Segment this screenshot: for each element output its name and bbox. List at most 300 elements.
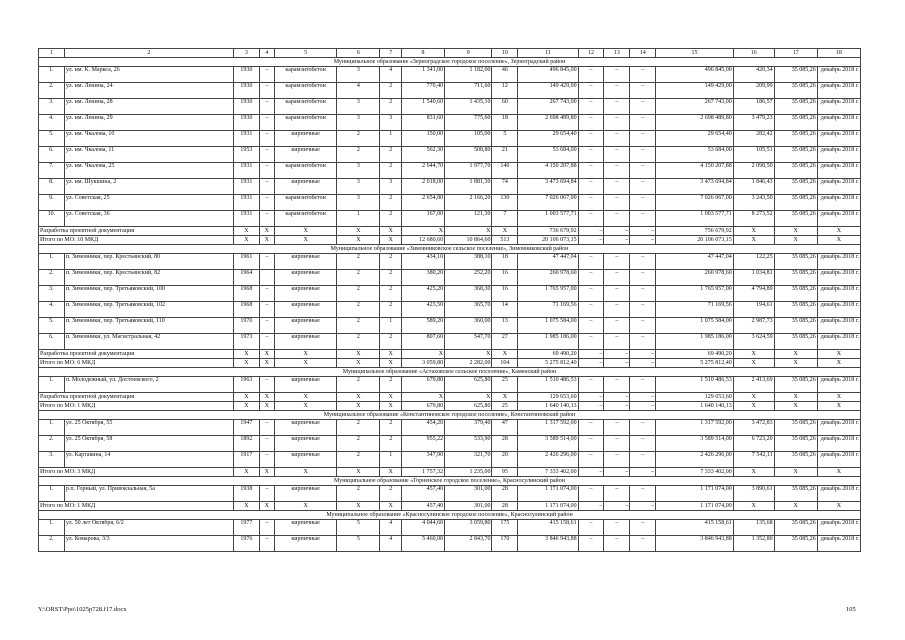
table-cell: п. Зимовники, пер. Крестьянский, 80 [64,254,233,270]
table-cell: 121,30 [445,211,492,227]
table-cell: – [604,195,630,211]
total-cell: X [274,502,336,511]
table-cell: – [630,334,656,350]
table-cell: 420,34 [733,67,774,83]
table-cell: 1 075 584,00 [518,318,578,334]
table-cell: – [259,179,274,195]
table-cell: – [630,286,656,302]
table-cell: 2 426 296,00 [656,452,734,468]
total-cell: X [774,359,817,368]
table-cell: 35 085,26 [774,195,817,211]
table-cell: 347,90 [401,452,444,468]
table-cell: – [578,436,604,452]
total-cell: 69 490,20 [656,350,734,359]
table-cell: кирпичные [274,536,336,552]
table-cell: 7 [492,211,518,227]
table-cell: 415 158,61 [518,520,578,536]
total-cell: X [259,350,274,359]
table-cell: карамзитобетон [274,211,336,227]
table-cell: кирпичные [274,270,336,286]
table-cell: 3 059,80 [445,520,492,536]
table-cell: – [578,83,604,99]
table-cell: 35 085,26 [774,452,817,468]
table-cell: 3 [337,67,380,83]
table-cell: 140 [492,163,518,179]
table-cell: – [604,131,630,147]
table-cell: – [259,254,274,270]
total-row [39,402,861,411]
section-title-row [39,368,861,377]
table-cell: кирпичные [274,131,336,147]
column-number-cell: 6 [337,49,380,58]
total-cell: X [817,502,860,511]
table-cell: 209,99 [733,83,774,99]
table-cell: 135,68 [733,520,774,536]
column-number-cell: 15 [656,49,734,58]
table-row [39,67,861,83]
total-cell: – [604,359,630,368]
table-cell: 1 765 957,00 [656,286,734,302]
table-cell: 1. [39,377,65,393]
table-cell: декабрь 2018 г. [817,211,860,227]
table-row [39,147,861,163]
total-row [39,350,861,359]
table-cell: 3 589 514,00 [656,436,734,452]
table-cell: 2 [337,131,380,147]
table-cell: – [604,179,630,195]
column-number-cell: 16 [733,49,774,58]
table-cell: 589,20 [401,318,444,334]
total-cell: 20 106 073,15 [656,236,734,245]
file-path-footer: Y:\ORST\Ppo\1025p728.f17.docx [38,606,127,613]
total-cell: 1 171 074,00 [518,502,578,511]
total-cell: – [604,468,630,477]
table-cell: декабрь 2018 г. [817,163,860,179]
total-cell: X [259,502,274,511]
table-cell: 3 [380,179,402,195]
table-cell: кирпичные [274,318,336,334]
total-cell: 1 640 140,13 [518,402,578,411]
table-cell: 2 413,69 [733,377,774,393]
total-cell: – [630,236,656,245]
total-cell: X [274,236,336,245]
table-cell: – [259,83,274,99]
table-cell: декабрь 2018 г. [817,67,860,83]
table-cell: 807,60 [401,334,444,350]
total-cell: 679,80 [401,402,444,411]
table-cell: 105,51 [733,147,774,163]
section-title: Муниципальное образование «Астаховское сельское поселение», Каменский район [39,368,861,377]
table-cell: 1 [380,452,402,468]
total-cell: X [445,227,492,236]
table-cell: 35 085,26 [774,115,817,131]
table-cell: кирпичные [274,420,336,436]
total-cell: X [380,227,402,236]
table-cell: 2 [380,302,402,318]
table-cell: 3. [39,99,65,115]
table-row [39,452,861,468]
table-cell: 388,10 [445,254,492,270]
table-cell: 194,61 [733,302,774,318]
table-row [39,536,861,552]
table-cell: – [630,211,656,227]
table-cell: 2 426 296,00 [518,452,578,468]
total-cell: 12 680,60 [401,236,444,245]
table-cell: 1 881,30 [445,179,492,195]
table-cell: 9. [39,195,65,211]
total-cell: X [817,236,860,245]
table-cell: 4 [380,520,402,536]
total-cell: 2 282,00 [445,359,492,368]
table-cell: 1 [337,211,380,227]
table-cell: – [604,147,630,163]
total-row [39,468,861,477]
table-cell: 21 [492,147,518,163]
table-cell: 2 [337,302,380,318]
table-cell: – [578,302,604,318]
table-cell: – [630,318,656,334]
table-cell: 186,57 [733,99,774,115]
total-cell: 28 [492,502,518,511]
total-cell: X [492,227,518,236]
table-cell: – [259,436,274,452]
total-cell: X [274,468,336,477]
table-cell: 1 003 577,71 [518,211,578,227]
table-cell: п. Зимовники, пер. Третьяковский, 100 [64,286,233,302]
table-cell: – [604,302,630,318]
table-cell: 2 [380,436,402,452]
table-cell: 5 [492,131,518,147]
column-number-cell: 11 [518,49,578,58]
table-cell: декабрь 2018 г. [817,486,860,502]
table-cell: 2 [380,99,402,115]
table-cell: 149 429,00 [656,83,734,99]
table-cell: 1973 [233,334,259,350]
table-cell: – [604,254,630,270]
table-cell: 2 [380,83,402,99]
table-cell: 25 [492,377,518,393]
table-cell: – [630,486,656,502]
total-cell: 69 490,20 [518,350,578,359]
table-cell: 2 644,70 [401,163,444,179]
table-cell: 1968 [233,286,259,302]
table-cell: 35 085,26 [774,536,817,552]
table-cell: – [578,536,604,552]
table-cell: – [259,147,274,163]
table-cell: 425,20 [401,286,444,302]
total-cell: X [733,236,774,245]
table-cell: 1930 [233,83,259,99]
table-cell: – [578,99,604,115]
total-cell: 20 106 073,15 [518,236,578,245]
total-cell: X [337,359,380,368]
column-number-row [39,49,861,58]
table-cell: 28 [492,486,518,502]
table-cell: 1977 [233,520,259,536]
table-cell: 415 158,61 [656,520,734,536]
table-cell: карамзитобетон [274,195,336,211]
table-cell: – [604,486,630,502]
total-cell: X [380,393,402,402]
total-cell: X [259,359,274,368]
total-cell: – [578,393,604,402]
table-cell: 955,22 [401,436,444,452]
total-cell: 625,80 [445,402,492,411]
table-row [39,486,861,502]
table-cell: кирпичные [274,334,336,350]
total-cell: – [630,402,656,411]
table-cell: 35 085,26 [774,254,817,270]
table-cell: декабрь 2018 г. [817,179,860,195]
table-cell: 2 [337,377,380,393]
section-title: Муниципальное образование «Зимовниковское сельское поселение», Зимовниковский район [39,245,861,254]
table-cell: 1931 [233,179,259,195]
total-cell: X [401,393,444,402]
table-cell: 454,20 [401,420,444,436]
table-cell: кирпичные [274,179,336,195]
table-cell: 267 743,00 [656,99,734,115]
total-cell: X [401,227,444,236]
table-cell: – [578,377,604,393]
table-cell: 2 [337,254,380,270]
total-cell: 1 640 140,13 [656,402,734,411]
table-cell: 2 [337,286,380,302]
table-cell: 380,20 [401,270,444,286]
table-cell: 5 [337,520,380,536]
table-cell: 167,00 [401,211,444,227]
table-cell: – [604,318,630,334]
table-cell: 150,00 [401,131,444,147]
table-cell: 130 [492,195,518,211]
table-cell: 35 085,26 [774,302,817,318]
total-cell: – [604,227,630,236]
table-cell: 508,80 [445,147,492,163]
column-number-cell: 13 [604,49,630,58]
total-cell: 1 235,00 [445,468,492,477]
table-cell: 3 473 694,84 [518,179,578,195]
table-cell: декабрь 2018 г. [817,318,860,334]
table-cell: 5. [39,318,65,334]
total-cell: 95 [492,468,518,477]
total-cell: X [259,402,274,411]
table-cell: 12 [492,83,518,99]
table-cell: карамзитобетон [274,115,336,131]
total-cell: X [259,393,274,402]
total-cell: X [774,393,817,402]
table-cell: кирпичные [274,377,336,393]
table-cell: 423,50 [401,302,444,318]
table-cell: 8 273,52 [733,211,774,227]
table-cell: декабрь 2018 г. [817,436,860,452]
total-cell: X [817,468,860,477]
table-cell: 149 429,00 [518,83,578,99]
table-cell: 122,25 [733,254,774,270]
table-cell: декабрь 2018 г. [817,115,860,131]
table-cell: 1 510 486,53 [656,377,734,393]
table-cell: – [630,254,656,270]
table-cell: 3 [337,195,380,211]
table-cell: 260 978,60 [518,270,578,286]
table-cell: 434,10 [401,254,444,270]
table-cell: – [578,420,604,436]
table-cell: 46 [492,67,518,83]
table-cell: 3 [337,99,380,115]
table-cell: 3 479,23 [733,115,774,131]
table-cell: 27 [492,334,518,350]
total-row [39,359,861,368]
table-cell: декабрь 2018 г. [817,520,860,536]
table-cell: 35 085,26 [774,377,817,393]
table-cell: 1931 [233,211,259,227]
table-cell: 35 085,26 [774,99,817,115]
table-cell: 2. [39,436,65,452]
table-cell: 1. [39,67,65,83]
table-cell: декабрь 2018 г. [817,131,860,147]
table-cell: – [630,302,656,318]
table-cell: 18 [492,115,518,131]
table-cell: 365,70 [445,302,492,318]
table-cell: 2 [380,195,402,211]
table-cell: декабрь 2018 г. [817,83,860,99]
total-cell: X [817,350,860,359]
table-cell: ул. им. Шукшина, 2 [64,179,233,195]
table-cell: п. Зимовники, пер. Третьяковский, 110 [64,318,233,334]
total-cell: 10 864,60 [445,236,492,245]
column-number-cell: 5 [274,49,336,58]
table-cell: 20 [492,452,518,468]
table-cell: 1 985 186,00 [518,334,578,350]
table-cell: – [604,99,630,115]
table-cell: – [259,286,274,302]
table-cell: 7. [39,163,65,179]
total-cell: – [578,402,604,411]
table-cell: кирпичные [274,302,336,318]
table-cell: 2 698 489,80 [656,115,734,131]
table-cell: п. Зимовники, пер. Третьяковский, 102 [64,302,233,318]
total-cell: – [630,359,656,368]
total-cell: X [274,402,336,411]
table-cell: ул. им. Ленина, 24 [64,83,233,99]
table-cell: 1961 [233,254,259,270]
table-cell: – [604,286,630,302]
total-cell: X [817,227,860,236]
total-cell: 3 059,80 [401,359,444,368]
table-cell: 267 743,00 [518,99,578,115]
table-cell: 2 018,00 [401,179,444,195]
table-cell: 18 [492,254,518,270]
table-cell: – [259,486,274,502]
total-cell: X [233,502,259,511]
table-cell: 4 044,60 [401,520,444,536]
total-cell: 736 679,92 [518,227,578,236]
column-number-cell: 2 [64,49,233,58]
total-cell: X [233,350,259,359]
table-cell: 379,40 [445,420,492,436]
housing-repair-table [38,48,861,552]
table-cell: 28 [492,436,518,452]
total-cell: X [445,393,492,402]
table-cell: – [578,179,604,195]
total-cell: 129 653,60 [656,393,734,402]
table-cell: 3 [337,115,380,131]
total-cell: X [233,393,259,402]
table-cell: – [630,67,656,83]
column-number-cell: 7 [380,49,402,58]
total-label: Итого по МО: 1 МКД [39,502,234,511]
total-cell: 7 333 402,00 [518,468,578,477]
table-cell: – [259,115,274,131]
table-cell: 47 [492,420,518,436]
total-cell: X [274,350,336,359]
table-cell: 2 [380,420,402,436]
table-cell: 1 171 074,00 [656,486,734,502]
table-cell: – [578,486,604,502]
total-cell: X [774,402,817,411]
table-cell: 1976 [233,536,259,552]
table-cell: 1947 [233,420,259,436]
table-cell: 3 846 943,88 [656,536,734,552]
table-row [39,270,861,286]
table-cell: 360,00 [445,318,492,334]
table-cell: 3 589 514,00 [518,436,578,452]
total-cell: 5 275 812,40 [656,359,734,368]
table-cell: 2 [380,254,402,270]
table-cell: – [578,520,604,536]
total-cell: X [774,227,817,236]
table-cell: карамзитобетон [274,163,336,179]
total-cell: X [274,227,336,236]
table-cell: 3 846 943,88 [518,536,578,552]
table-cell: ул. 25 Октября, 58 [64,436,233,452]
table-cell: – [630,270,656,286]
total-label: Итого по МО: 1 МКД [39,402,234,411]
table-cell: кирпичные [274,520,336,536]
table-cell: декабрь 2018 г. [817,377,860,393]
table-cell: 3 [380,115,402,131]
table-cell: 1. [39,420,65,436]
table-cell: 3 890,61 [733,486,774,502]
total-cell: X [733,227,774,236]
table-cell: 2 [380,211,402,227]
table-cell: 4 150 207,88 [656,163,734,179]
table-cell: 13 [492,318,518,334]
table-cell: 4 794,89 [733,286,774,302]
table-cell: – [578,270,604,286]
table-cell: 29 654,40 [518,131,578,147]
table-cell: 3 473 694,84 [656,179,734,195]
total-cell: X [337,227,380,236]
table-cell: 6. [39,334,65,350]
table-cell: 4 [380,536,402,552]
table-cell: – [630,163,656,179]
table-cell: – [604,520,630,536]
table-cell: 2 [337,436,380,452]
table-cell: – [259,520,274,536]
table-cell: 7 542,11 [733,452,774,468]
table-cell: декабрь 2018 г. [817,270,860,286]
table-cell: декабрь 2018 г. [817,302,860,318]
table-cell: 1 075 584,00 [656,318,734,334]
table-cell: 1 540,60 [401,99,444,115]
table-cell: карамзитобетон [274,99,336,115]
total-cell: X [817,393,860,402]
table-cell: 3 [337,179,380,195]
table-cell: 4. [39,115,65,131]
table-cell: 35 085,26 [774,147,817,163]
table-row [39,254,861,270]
table-cell: 2 [380,270,402,286]
table-cell: 3. [39,286,65,302]
